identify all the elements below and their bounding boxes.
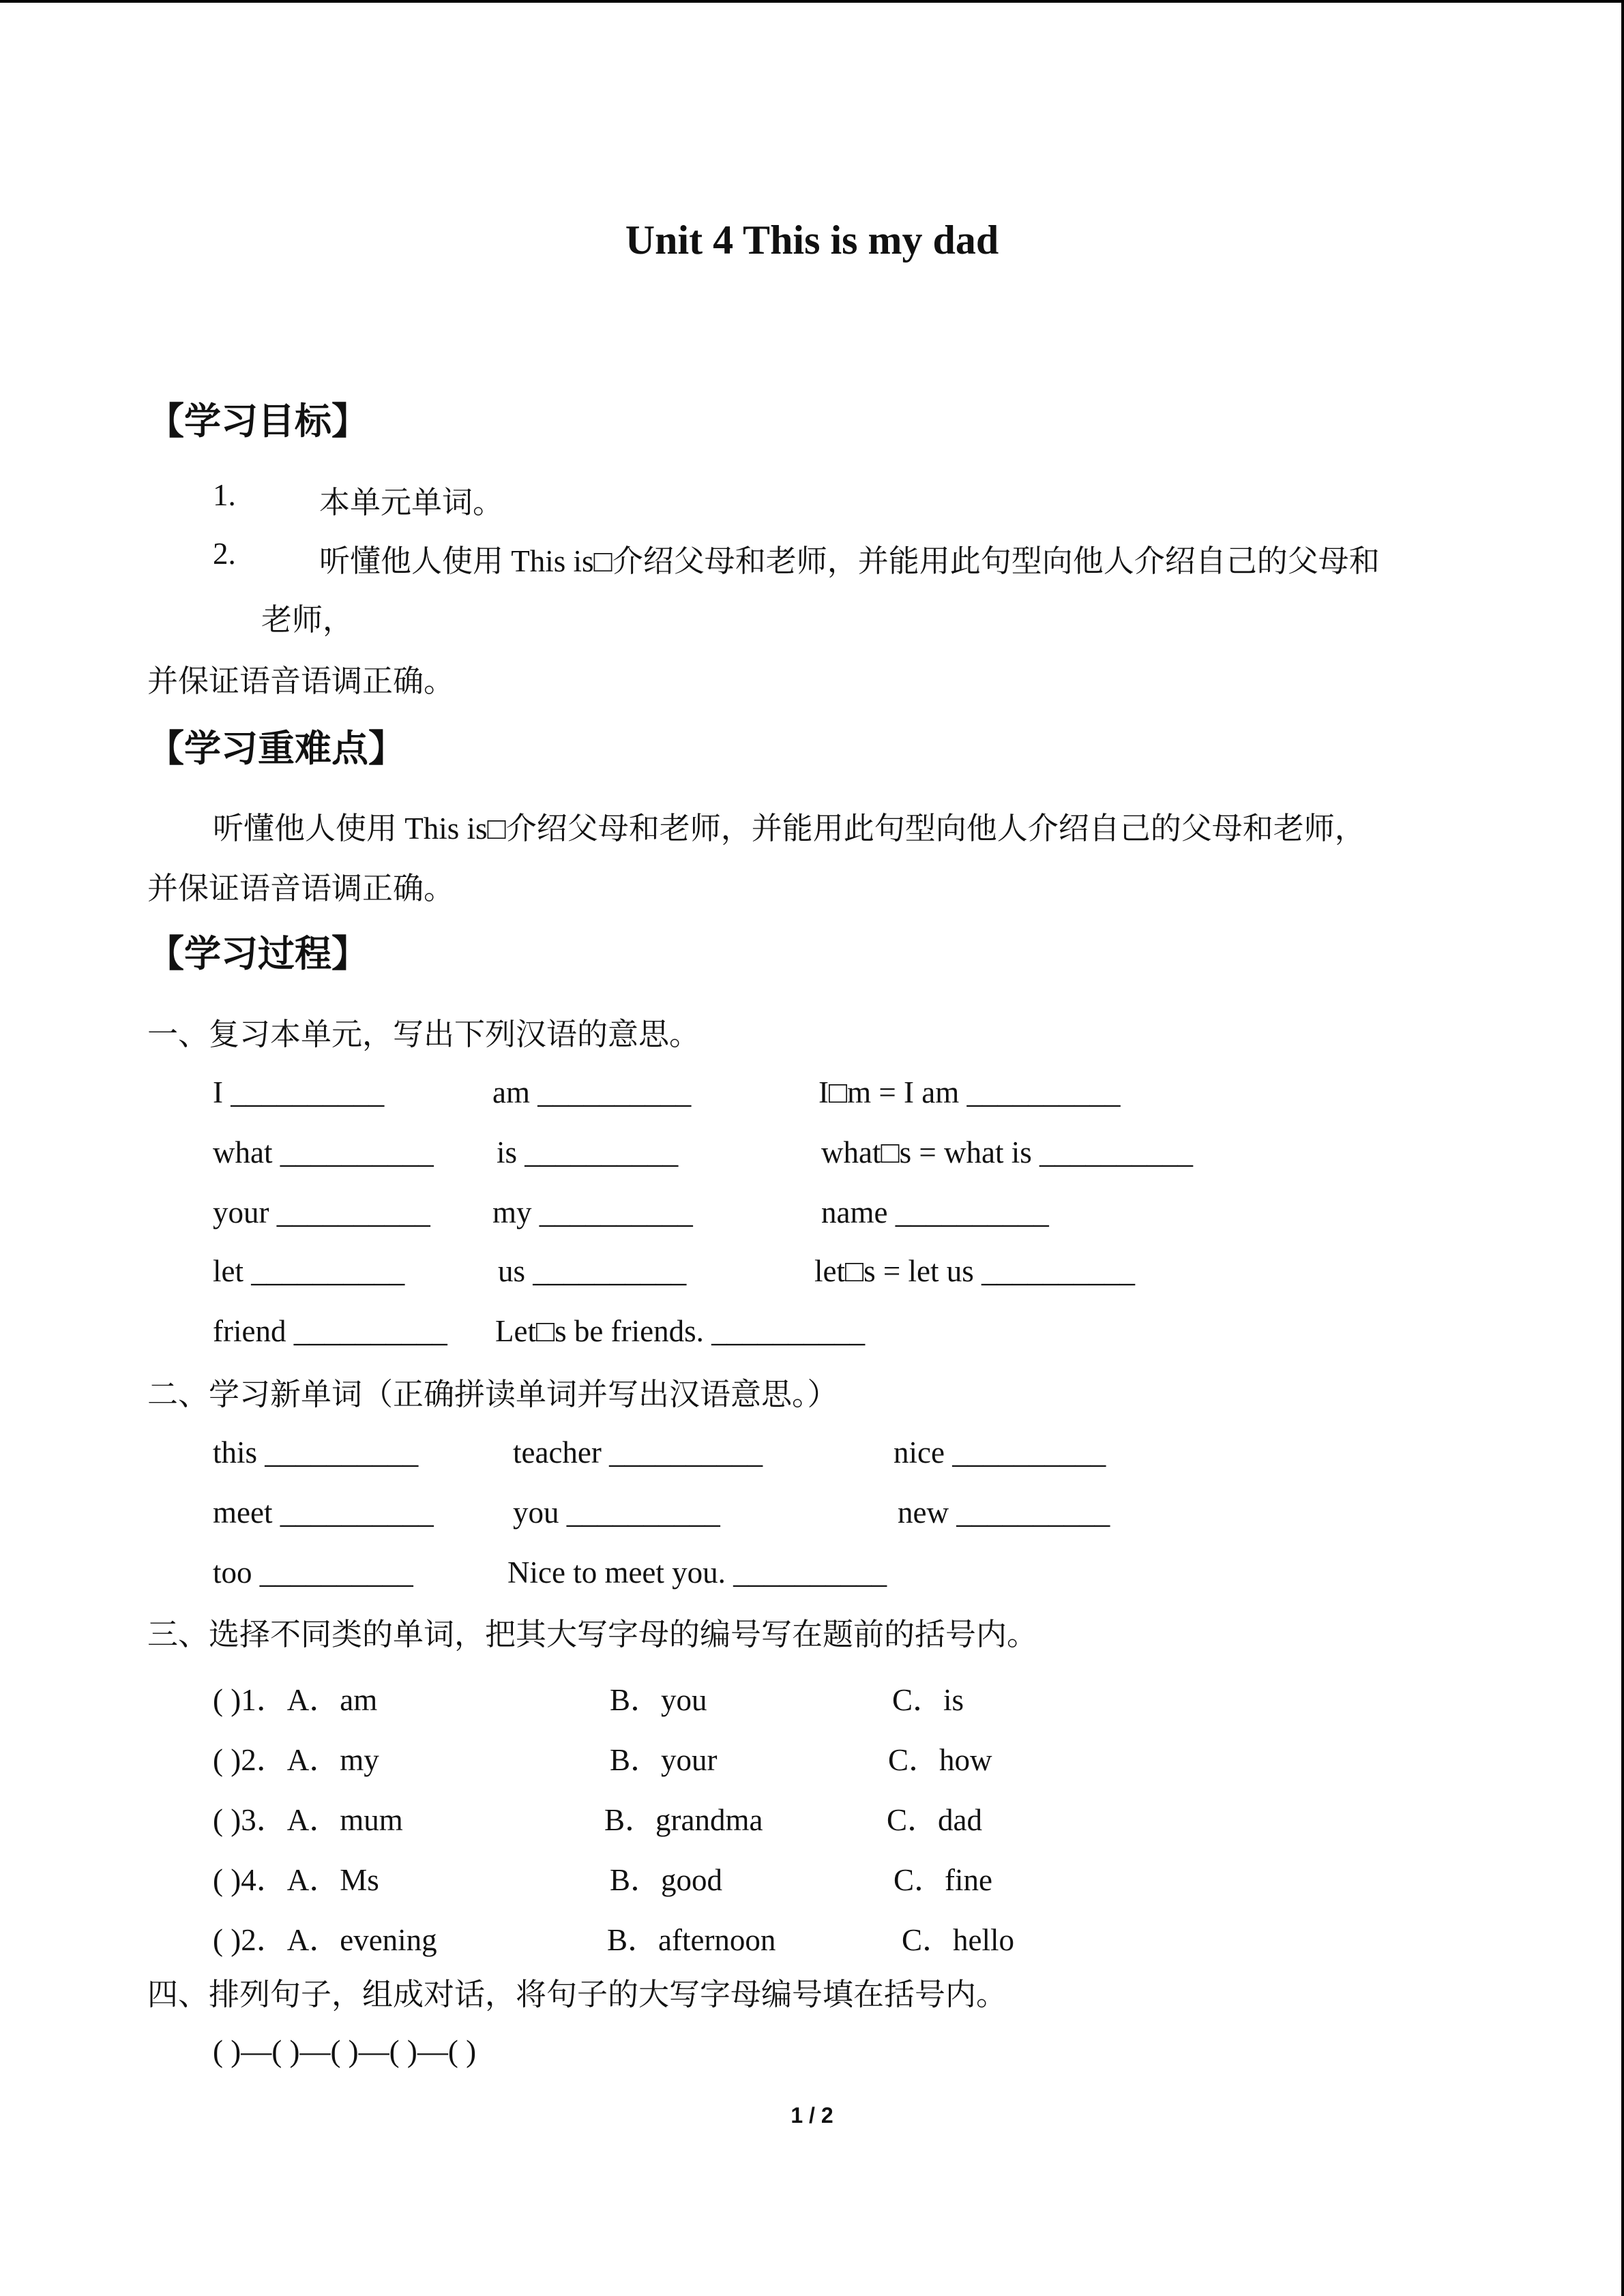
part1-r1-c3: I□m = I am __________ [818,1075,1121,1109]
part3-q2-c: C．how [888,1743,992,1777]
part3-q3-b: B．grandma [604,1803,763,1837]
part1-title: 一、复习本单元，写出下列汉语的意思。 [147,1017,700,1052]
goal-1-num: 1. [213,478,236,512]
part3-q3-a: ( )3．A．mum [213,1803,403,1837]
part1-r5-c1: friend __________ [213,1314,447,1348]
part1-r3-c1: your __________ [213,1195,430,1229]
part3-q2-b: B．your [610,1743,718,1777]
goal-2-text: 听懂他人使用 This is□介绍父母和老师，并能用此句型向他人介绍自己的父母和 [319,544,1380,578]
part3-q1-a: ( )1．A．am [213,1683,378,1717]
key-line-2: 并保证语音语调正确。 [147,871,455,906]
part3-q1-b: B．you [610,1683,707,1717]
goal-2-num: 2. [213,537,236,571]
part3-q5-c: C．hello [902,1923,1014,1957]
part1-r1-c2: am __________ [492,1075,692,1109]
part3-q4-a: ( )4．A．Ms [213,1863,379,1897]
part1-r3-c2: my __________ [492,1195,693,1229]
part4-title: 四、排列句子，组成对话，将句子的大写字母编号填在括号内。 [147,1978,1007,2012]
part3-q5-b: B．afternoon [607,1923,776,1957]
part2-title: 二、学习新单词（正确拼读单词并写出汉语意思。） [147,1377,838,1412]
part3-q3-c: C．dad [887,1803,982,1837]
heading-goals: 【学习目标】 [147,400,368,443]
part3-q1-c: C．is [892,1683,964,1717]
part3-q4-b: B．good [610,1863,723,1897]
part1-r2-c1: what __________ [213,1135,434,1169]
goal-2-end: 并保证语音语调正确。 [147,664,455,698]
part4-sequence: ( )—( )—( )—( )—( ) [213,2034,477,2068]
part2-r1-c1: this __________ [213,1435,419,1470]
part1-r4-c3: let□s = let us __________ [814,1254,1136,1288]
part1-r1-c1: I __________ [213,1075,385,1109]
part2-r1-c3: nice __________ [894,1435,1106,1470]
key-line-1: 听懂他人使用 This is□介绍父母和老师，并能用此句型向他人介绍自己的父母和老师， [213,811,1365,846]
part2-r1-c2: teacher __________ [513,1435,763,1470]
part3-title: 三、选择不同类的单词，把其大写字母的编号写在题前的括号内。 [147,1617,1038,1652]
part1-r4-c2: us __________ [498,1254,687,1288]
part1-r4-c1: let __________ [213,1254,405,1288]
page-number: 1 / 2 [791,2103,833,2128]
part3-q5-a: ( )2．A．evening [213,1923,437,1957]
part2-r3-c1: too __________ [213,1555,413,1590]
heading-key: 【学习重难点】 [147,727,405,770]
part1-r2-c2: is __________ [497,1135,679,1169]
right-border [1621,0,1624,2296]
part2-r2-c1: meet __________ [213,1495,434,1530]
goal-2-cont: 老师， [261,603,354,637]
part2-r2-c3: new __________ [898,1495,1110,1530]
part1-r5-c2: Let□s be friends. __________ [495,1314,866,1348]
part3-q4-c: C．fine [894,1863,992,1897]
part3-q2-a: ( )2．A．my [213,1743,379,1777]
heading-process: 【学习过程】 [147,932,368,975]
part1-r3-c3: name __________ [821,1195,1049,1229]
part1-r2-c3: what□s = what is __________ [821,1135,1194,1169]
top-border [0,0,1624,3]
part2-r2-c2: you __________ [513,1495,720,1530]
goal-1-text: 本单元单词。 [319,486,504,520]
part2-r3-c2: Nice to meet you. __________ [507,1555,887,1590]
page-title: Unit 4 This is my dad [625,218,999,263]
